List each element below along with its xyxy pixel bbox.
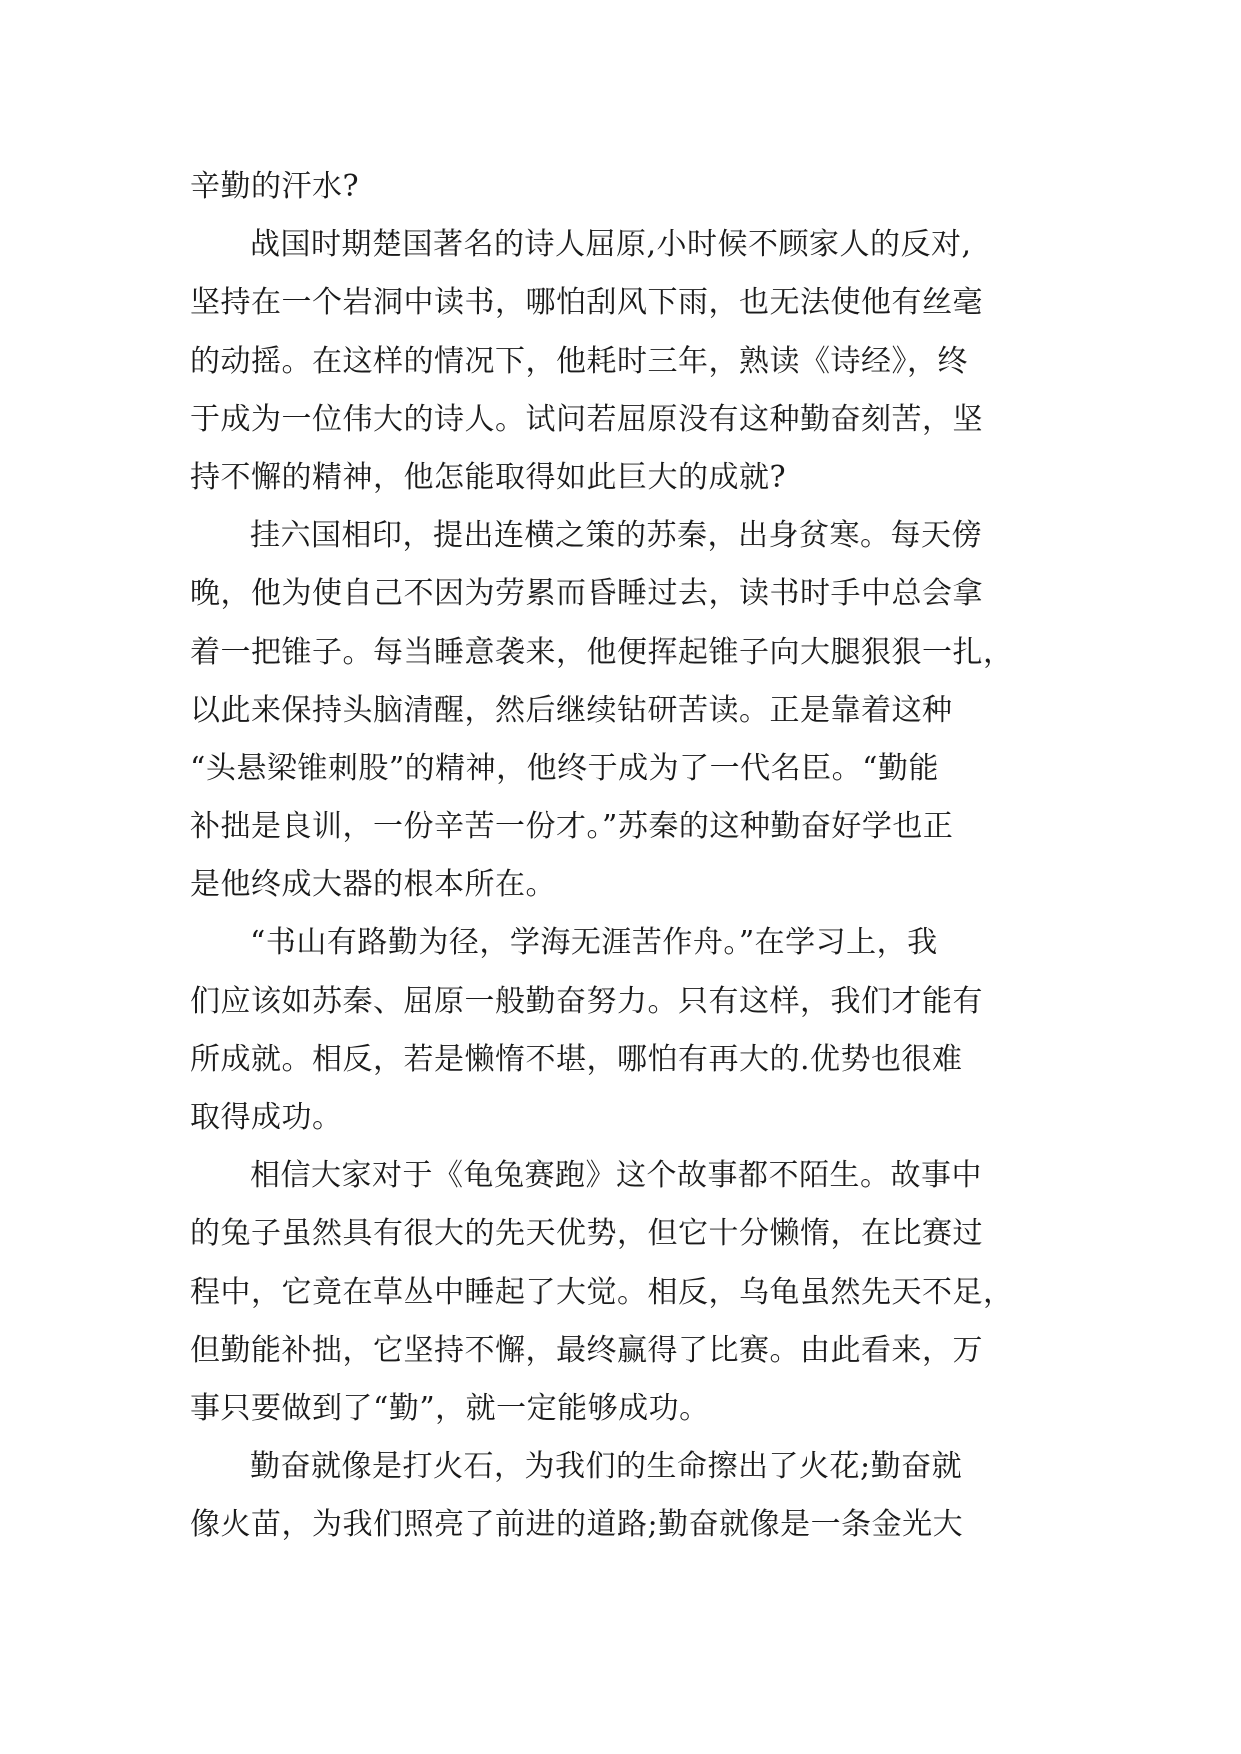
text-line: 取得成功。 (190, 1100, 343, 1135)
text-line: 的兔子虽然具有很大的先天优势，但它十分懒惰，在比赛过 (190, 1216, 983, 1252)
paragraph-start-line: 挂六国相印，提出连横之策的苏秦，出身贫寒。每天傍 (250, 518, 982, 554)
text-line: 晚，他为使自己不因为劳累而昏睡过去，读书时手中总会拿 (190, 576, 983, 612)
text-line: 坚持在一个岩洞中读书，哪怕刮风下雨，也无法使他有丝毫 (190, 285, 983, 321)
paragraph-start-line: “书山有路勤为径，学海无涯苦作舟。”在学习上，我 (250, 925, 938, 961)
text-line: 但勤能补拙，它坚持不懈，最终赢得了比赛。由此看来，万 (190, 1332, 983, 1368)
text-line: 的动摇。在这样的情况下，他耗时三年，熟读《诗经》，终 (190, 343, 968, 379)
paragraph-start-line: 相信大家对于《龟兔赛跑》这个故事都不陌生。故事中 (250, 1158, 982, 1194)
text-line: 程中，它竟在草丛中睡起了大觉。相反，乌龟虽然先天不足， (190, 1274, 1014, 1310)
text-line: “头悬梁锥刺股”的精神，他终于成为了一代名臣。“勤能 (190, 750, 940, 786)
paragraph-start-line: 勤奋就像是打火石，为我们的生命擦出了火花;勤奋就 (250, 1449, 963, 1485)
text-line: 着一把锥子。每当睡意袭来，他便挥起锥子向大腿狠狠一扎， (190, 634, 1014, 670)
text-line: 们应该如苏秦、屈原一般勤奋努力。只有这样，我们才能有 (190, 983, 983, 1019)
text-line: 于成为一位伟大的诗人。试问若屈原没有这种勤奋刻苦，坚 (190, 401, 983, 437)
text-line: 补拙是良训，一份辛苦一份才。”苏秦的这种勤奋好学也正 (190, 809, 954, 845)
essay-text (190, 158, 1050, 1555)
text-line: 像火苗，为我们照亮了前进的道路;勤奋就像是一条金光大 (190, 1507, 964, 1543)
text-line: 所成就。相反，若是懒惰不堪，哪怕有再大的.优势也很难 (190, 1041, 963, 1077)
text-line: 是他终成大器的根本所在。 (190, 867, 556, 903)
text-line: 持不懈的精神，他怎能取得如此巨大的成就? (190, 459, 787, 495)
text-line: 事只要做到了“勤”，就一定能够成功。 (190, 1390, 710, 1426)
text-line: 辛勤的汗水? (190, 169, 360, 204)
paragraph-start-line: 战国时期楚国著名的诗人屈原,小时候不顾家人的反对, (250, 227, 972, 263)
text-line: 以此来保持头脑清醒，然后继续钻研苦读。正是靠着这种 (190, 692, 953, 728)
